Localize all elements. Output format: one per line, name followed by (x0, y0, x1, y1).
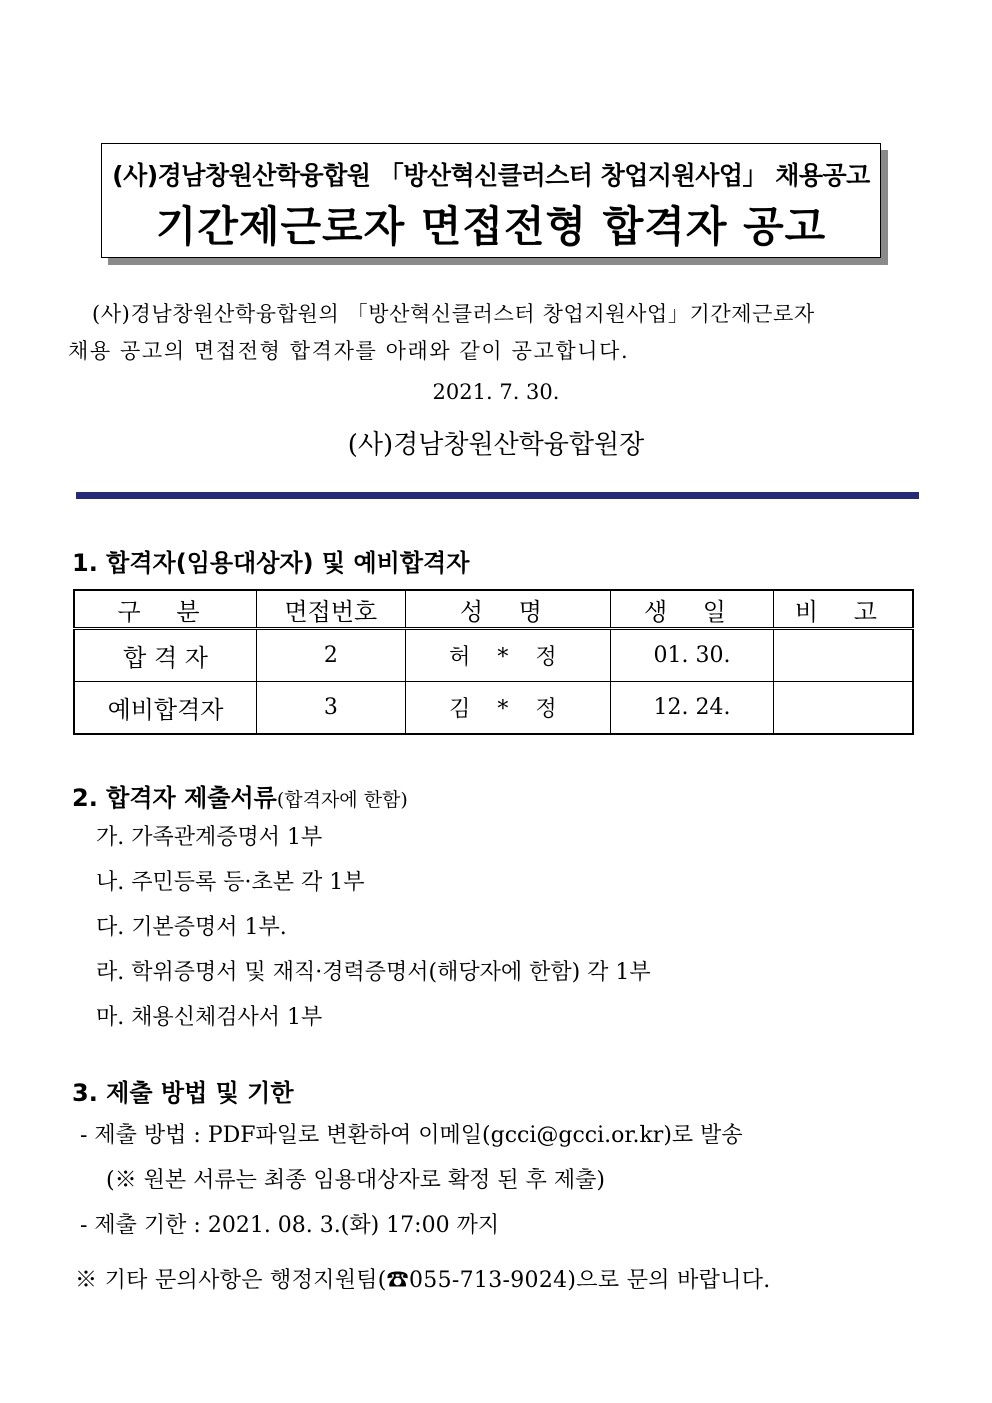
header-interview-number: 면접번호 (257, 590, 406, 629)
cell-category: 예비합격자 (74, 682, 257, 735)
result-table (73, 589, 914, 735)
header-category: 구 분 (74, 590, 257, 629)
table-header-row (74, 590, 913, 629)
announcement-subtitle: (사)경남창원산학융합원 「방산혁신클러스터 창업지원사업」 채용공고 (112, 161, 870, 190)
announcement-title: 기간제근로자 면접전형 합격자 공고 (155, 202, 827, 251)
cell-birthday: 12. 24. (611, 682, 774, 735)
intro-paragraph (68, 296, 924, 370)
section-divider (76, 492, 919, 499)
announcement-date: 2021. 7. 30. (432, 380, 560, 404)
required-documents-list (96, 815, 651, 1040)
header-remarks: 비 고 (773, 590, 913, 629)
table-row (74, 629, 913, 682)
cell-interview-number: 2 (257, 629, 406, 682)
section-1-heading: 1. 합격자(임용대상자) 및 예비합격자 (72, 549, 470, 577)
cell-category: 합 격 자 (74, 629, 257, 682)
submission-deadline: - 제출 기한 : 2021. 08. 3.(화) 17:00 까지 (80, 1213, 500, 1238)
section-2-heading (72, 778, 408, 813)
cell-interview-number: 3 (257, 682, 406, 735)
table-row (74, 682, 913, 735)
list-item: 나. 주민등록 등·초본 각 1부 (96, 870, 365, 895)
list-item: 다. 기본증명서 1부. (96, 915, 287, 940)
cell-name: 허 * 정 (405, 629, 610, 682)
intro-line-1: (사)경남창원산학융합원의 「방산혁신클러스터 창업지원사업」기간제근로자 (92, 302, 815, 326)
header-birthday: 생 일 (611, 590, 774, 629)
submission-details (80, 1113, 743, 1248)
contact-note: ※ 기타 문의사항은 행정지원팀(☎055-713-9024)으로 문의 바랍니다. (75, 1268, 771, 1293)
cell-remarks (773, 682, 913, 735)
cell-birthday: 01. 30. (611, 629, 774, 682)
list-item: 마. 채용신체검사서 1부 (96, 1005, 323, 1030)
list-item: 라. 학위증명서 및 재직·경력증명서(해당자에 한함) 각 1부 (96, 960, 651, 985)
list-item: 가. 가족관계증명서 1부 (96, 825, 323, 850)
section-2-title: 2. 합격자 제출서류 (72, 784, 277, 812)
header-name: 성 명 (405, 590, 610, 629)
cell-name: 김 * 정 (405, 682, 610, 735)
title-box (101, 143, 881, 258)
intro-line-2: 채용 공고의 면접전형 합격자를 아래와 같이 공고합니다. (68, 339, 630, 363)
section-3-heading: 3. 제출 방법 및 기한 (72, 1079, 294, 1107)
submission-method: - 제출 방법 : PDF파일로 변환하여 이메일(gcci@gcci.or.kr)로 발송 (80, 1123, 743, 1148)
section-2-note: (합격자에 한함) (276, 789, 408, 811)
cell-remarks (773, 629, 913, 682)
submission-method-note: (※ 원본 서류는 최종 임용대상자로 확정 된 후 제출) (106, 1168, 605, 1193)
organization-signature: (사)경남창원산학융합원장 (347, 430, 645, 460)
